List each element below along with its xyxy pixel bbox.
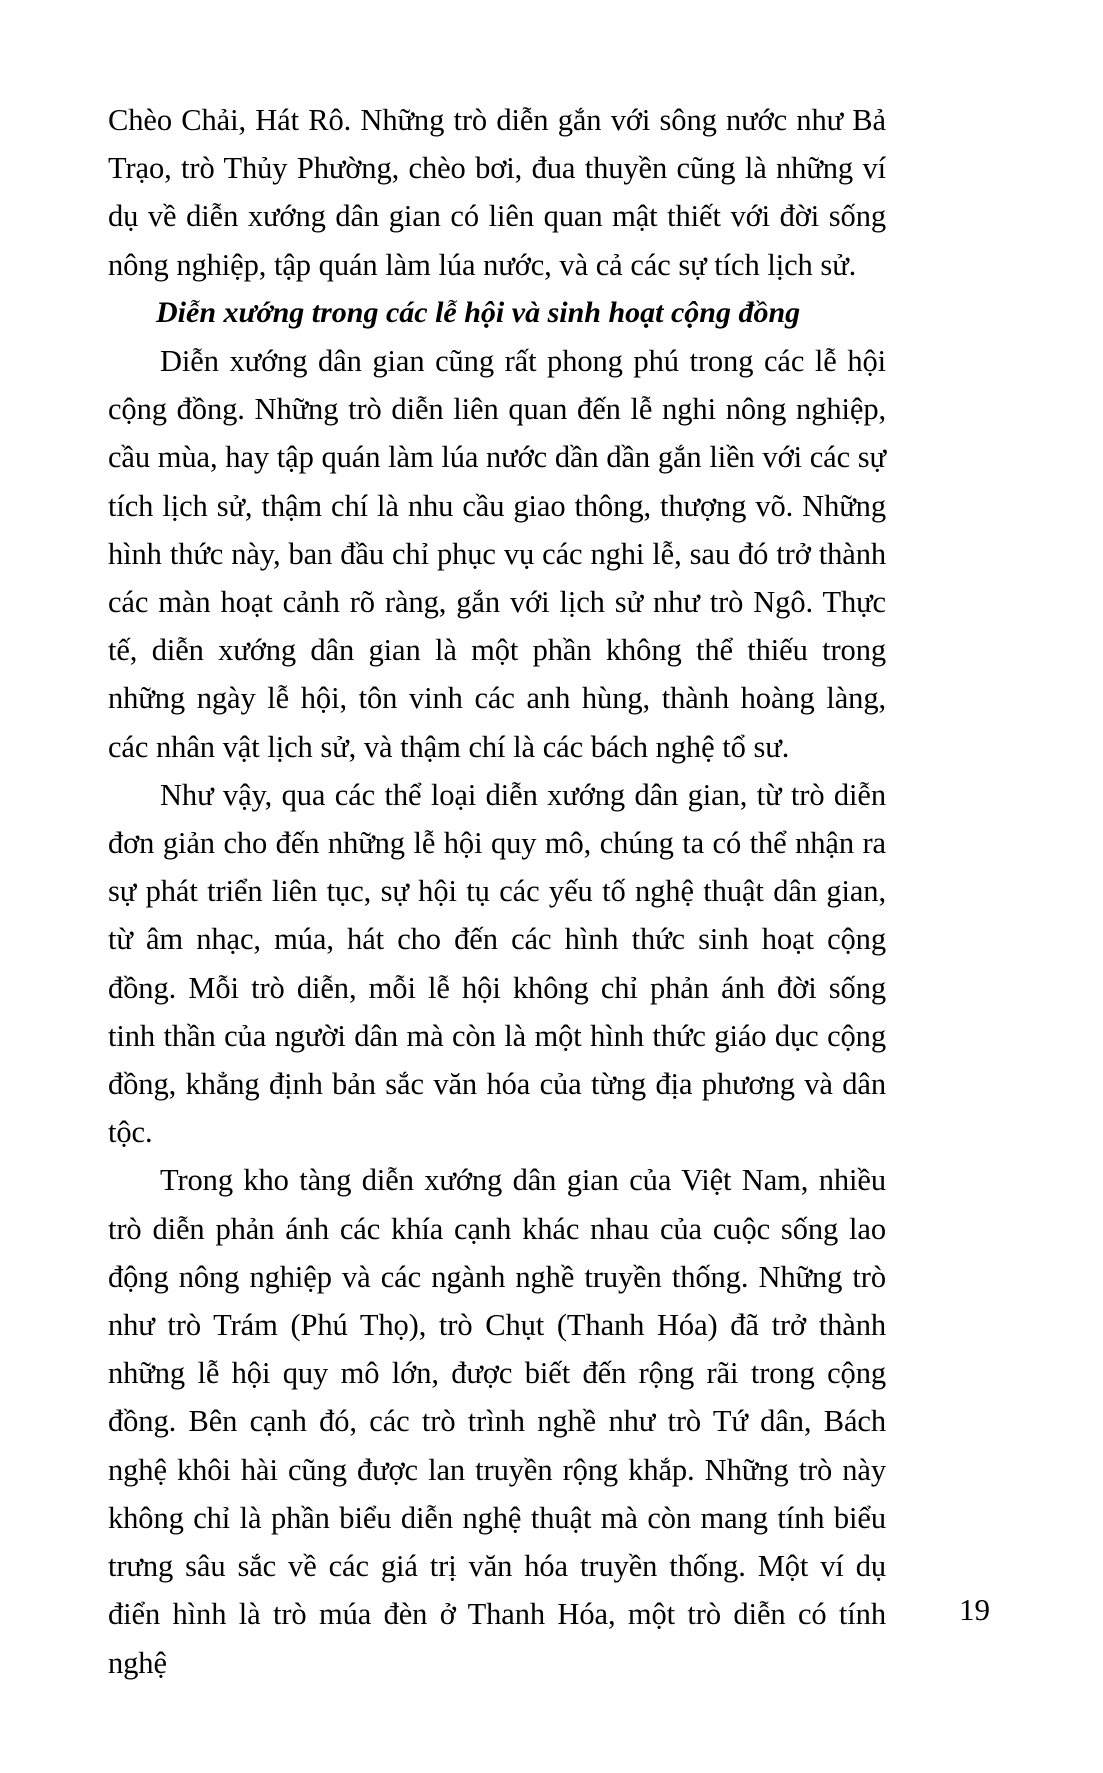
section-heading: Diễn xướng trong các lễ hội và sinh hoạt cộng đồng <box>156 295 801 329</box>
page-number: 19 <box>959 1592 990 1627</box>
page-text-column <box>108 96 886 1687</box>
paragraph-continued: Chèo Chải, Hát Rô. Những trò diễn gắn với sông nước như Bả Trạo, trò Thủy Phường, chèo bơi, đua thuyền cũng là những ví dụ về diễn xướng dân gian có liên quan mật thiết với đời sống nông nghiệp, tập quán làm lúa nước, và cả các sự tích lịch sử. <box>108 103 886 282</box>
paragraph-1: Diễn xướng dân gian cũng rất phong phú trong các lễ hội cộng đồng. Những trò diễn liên quan đến lễ nghi nông nghiệp, cầu mùa, hay tập quán làm lúa nước dần dần gắn liền với các sự tích lịch sử, thậm chí là nhu cầu giao thông, thượng võ. Những hình thức này, ban đầu chỉ phục vụ các nghi lễ, sau đó trở thành các màn hoạt cảnh rõ ràng, gắn với lịch sử như trò Ngô. Thực tế, diễn xướng dân gian là một phần không thể thiếu trong những ngày lễ hội, tôn vinh các anh hùng, thành hoàng làng, các nhân vật lịch sử, và thậm chí là các bách nghệ tổ sư. <box>108 344 886 764</box>
paragraph-2: Như vậy, qua các thể loại diễn xướng dân gian, từ trò diễn đơn giản cho đến những lễ hội quy mô, chúng ta có thể nhận ra sự phát triển liên tục, sự hội tụ các yếu tố nghệ thuật dân gian, từ âm nhạc, múa, hát cho đến các hình thức sinh hoạt cộng đồng. Mỗi trò diễn, mỗi lễ hội không chỉ phản ánh đời sống tinh thần của người dân mà còn là một hình thức giáo dục cộng đồng, khẳng định bản sắc văn hóa của từng địa phương và dân tộc. <box>108 777 886 1150</box>
paragraph-3: Trong kho tàng diễn xướng dân gian của Việt Nam, nhiều trò diễn phản ánh các khía cạnh khác nhau của cuộc sống lao động nông nghiệp và các ngành nghề truyền thống. Những trò như trò Trám (Phú Thọ), trò Chụt (Thanh Hóa) đã trở thành những lễ hội quy mô lớn, được biết đến rộng rãi trong cộng đồng. Bên cạnh đó, các trò trình nghề như trò Tứ dân, Bách nghệ khôi hài cũng được lan truyền rộng khắp. Những trò này không chỉ là phần biểu diễn nghệ thuật mà còn mang tính biểu trưng sâu sắc về các giá trị văn hóa truyền thống. Một ví dụ điển hình là trò múa đèn ở Thanh Hóa, một trò diễn có tính nghệ <box>108 1163 886 1680</box>
